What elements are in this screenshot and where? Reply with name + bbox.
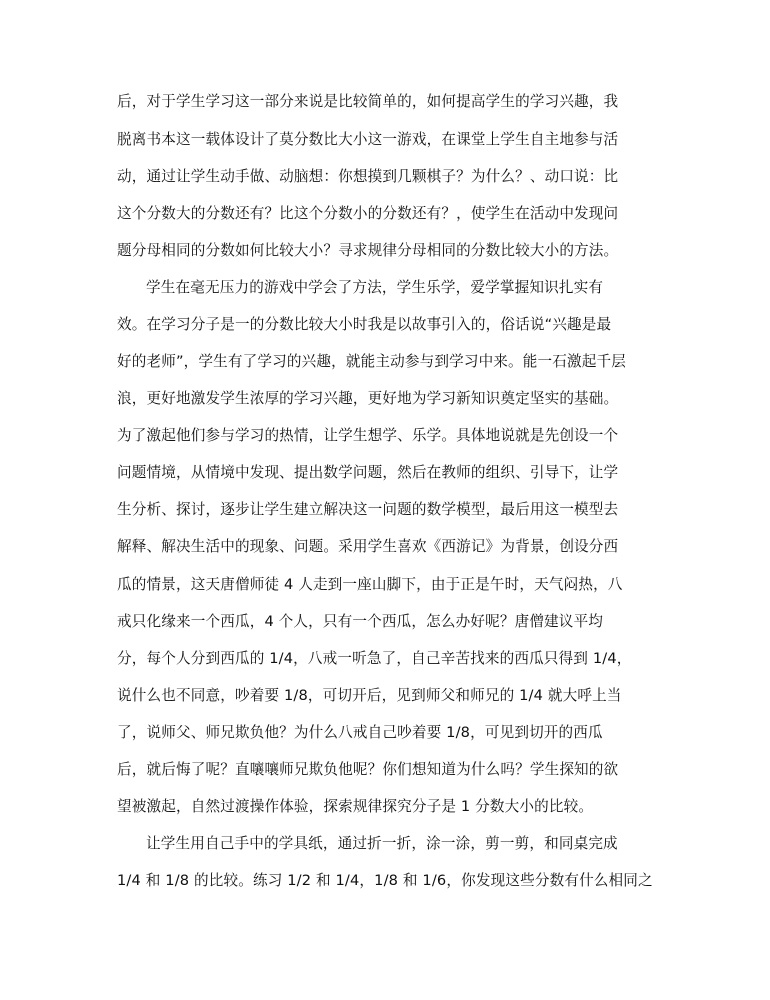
text-line: 后，就后悔了呢？直嚷嚷师兄欺负他呢？你们想知道为什么吗？学生探知的欲: [117, 761, 619, 778]
text-line: 动，通过让学生动手做、动脑想：你想摸到几颗棋子？为什么？、动口说：比: [117, 168, 619, 185]
text-line: 好的老师”，学生有了学习的兴趣，就能主动参与到学习中来。能一石激起千层: [117, 353, 627, 370]
paragraph-first-line: 让学生用自己手中的学具纸，通过折一折，涂一涂，剪一剪，和同桌完成: [146, 835, 618, 852]
text-line: 这个分数大的分数还有？比这个分数小的分数还有？，使学生在活动中发现问: [117, 205, 619, 222]
text-line: 题分母相同的分数如何比较大小？寻求规律分母相同的分数比较大小的方法。: [117, 242, 619, 259]
text-line: 分，每个人分到西瓜的 1/4，八戒一听急了，自己辛苦找来的西瓜只得到 1/4，: [117, 650, 632, 667]
text-line: 为了激起他们参与学习的热情，让学生想学、乐学。具体地说就是先创设一个: [117, 427, 619, 444]
paragraph-first-line: 学生在毫无压力的游戏中学会了方法，学生乐学，爱学掌握知识扎实有: [146, 279, 604, 296]
text-line: 1/4 和 1/8 的比较。练习 1/2 和 1/4，1/8 和 1/6，你发现这些分数有什么相同之: [117, 872, 653, 889]
text-line: 瓜的情景，这天唐僧师徒 4 人走到一座山脚下，由于正是午时，天气闷热，八: [117, 576, 623, 593]
text-line: 解释、解决生活中的现象、问题。采用学生喜欢《西游记》为背景，创设分西: [117, 538, 619, 555]
text-line: 了，说师父、师兄欺负他？为什么八戒自己吵着要 1/8，可见到切开的西瓜: [117, 724, 603, 741]
text-line: 说什么也不同意，吵着要 1/8，可切开后，见到师父和师兄的 1/4 就大呼上当: [117, 687, 622, 704]
text-line: 浪，更好地激发学生浓厚的学习兴趣，更好地为学习新知识奠定坚实的基础。: [117, 390, 619, 407]
text-line: 效。在学习分子是一的分数比较大小时我是以故事引入的，俗话说“兴趣是最: [117, 316, 612, 333]
text-line: 生分析、探讨，逐步让学生建立解决这一问题的数学模型，最后用这一模型去: [117, 501, 619, 518]
text-line: 戒只化缘来一个西瓜，4 个人，只有一个西瓜，怎么办好呢？唐僧建议平均: [117, 613, 604, 630]
text-line: 脱离书本这一载体设计了莫分数比大小这一游戏，在课堂上学生自主地参与活: [117, 131, 619, 148]
text-line: 问题情境，从情境中发现、提出数学问题，然后在教师的组织、引导下，让学: [117, 464, 619, 481]
text-line: 后，对于学生学习这一部分来说是比较简单的，如何提高学生的学习兴趣，我: [117, 93, 619, 110]
text-line: 望被激起，自然过渡操作体验，探索规律探究分子是 1 分数大小的比较。: [117, 798, 594, 815]
